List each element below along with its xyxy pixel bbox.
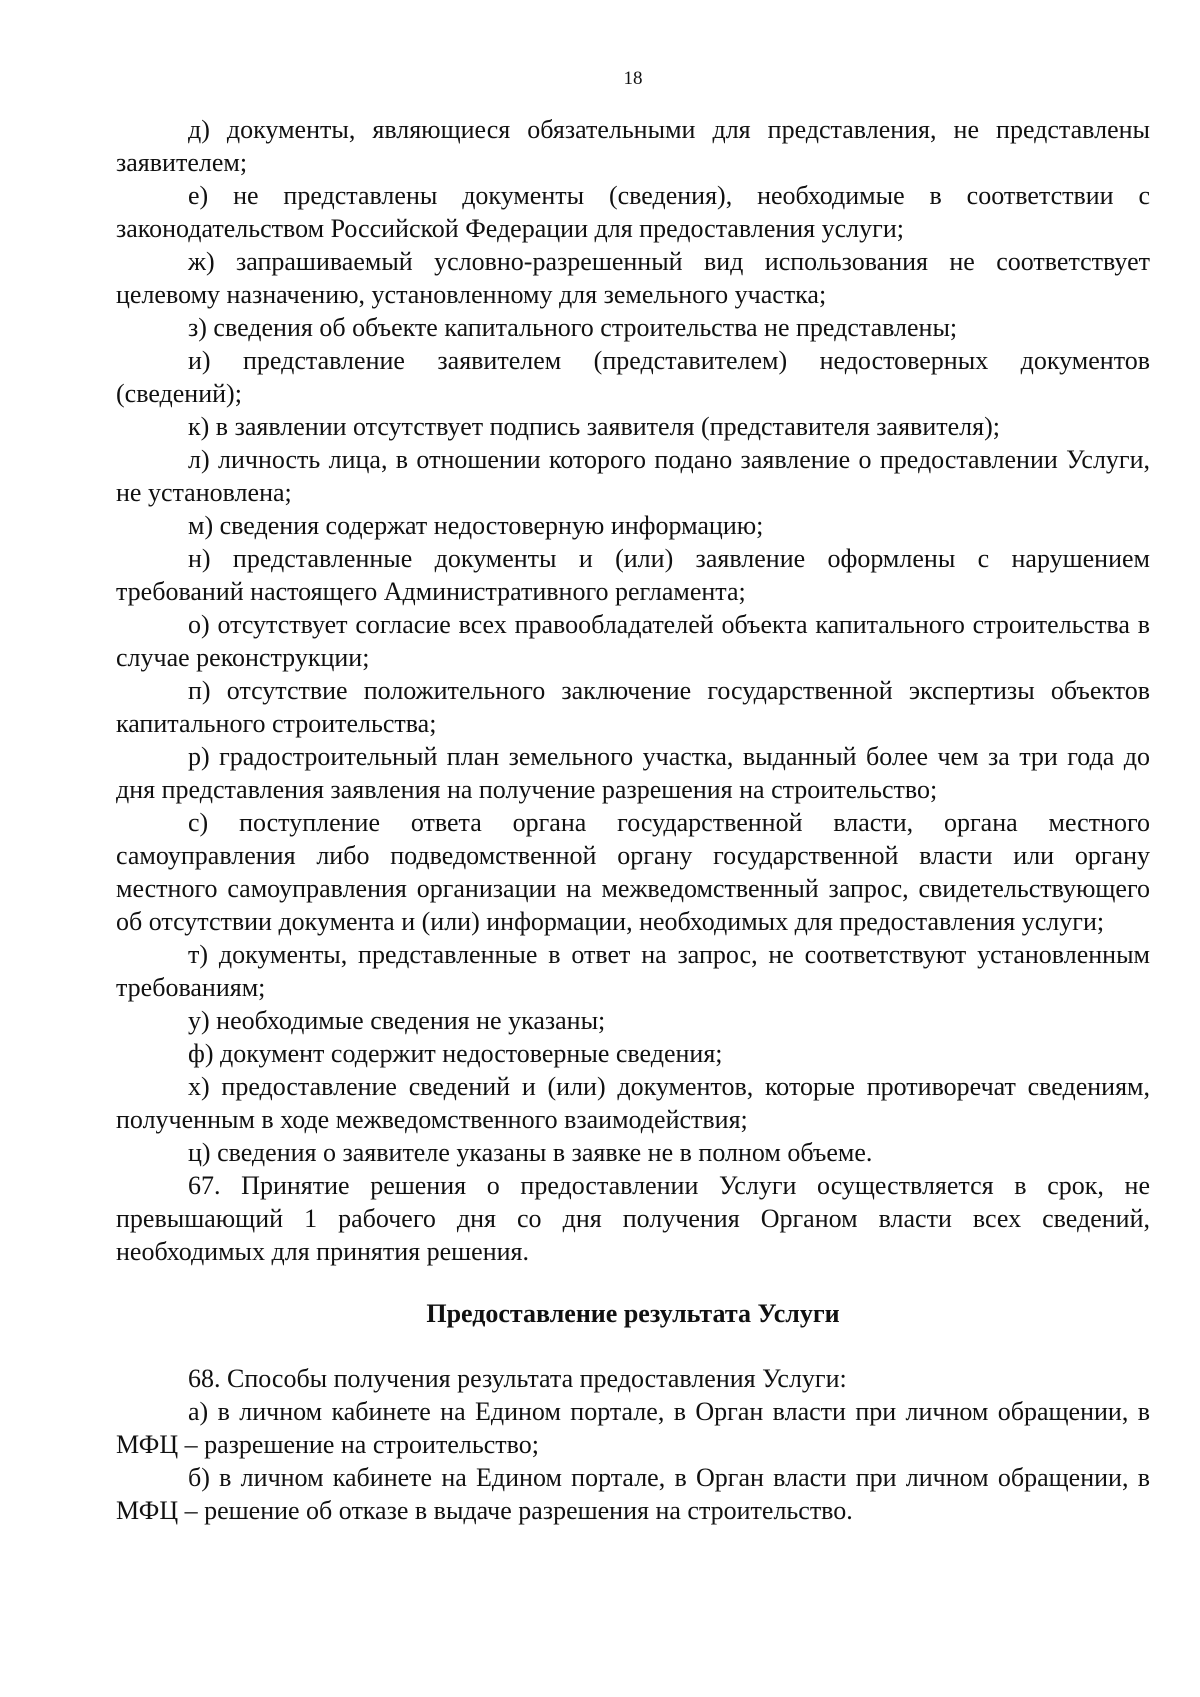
clause-paragraph: 67. Принятие решения о предоставлении Услуги осуществляется в срок, не превышающий 1 рабочего дня со дня получения Органом власти всех сведений, необходимых для принятия решения. bbox=[116, 1171, 1150, 1266]
page-number: 18 bbox=[623, 68, 643, 89]
list-item: к) в заявлении отсутствует подпись заявителя (представителя заявителя); bbox=[188, 412, 1000, 441]
list-item: у) необходимые сведения не указаны; bbox=[188, 1006, 606, 1035]
list-item: и) представление заявителем (представителем) недостоверных документов (сведений); bbox=[116, 346, 1150, 408]
list-item: д) документы, являющиеся обязательными для представления, не представлены заявителем; bbox=[116, 115, 1150, 177]
list-item: х) предоставление сведений и (или) документов, которые противоречат сведениям, полученным в ходе межведомственного взаимодействия; bbox=[116, 1072, 1150, 1134]
list-item: б) в личном кабинете на Едином портале, в Орган власти при личном обращении, в МФЦ – решение об отказе в выдаче разрешения на строительство. bbox=[116, 1463, 1150, 1525]
clause-paragraph: 68. Способы получения результата предоставления Услуги: bbox=[188, 1364, 847, 1393]
list-item: л) личность лица, в отношении которого подано заявление о предоставлении Услуги, не установлена; bbox=[116, 445, 1150, 507]
list-item: ф) документ содержит недостоверные сведения; bbox=[188, 1039, 723, 1068]
list-item: т) документы, представленные в ответ на запрос, не соответствуют установленным требованиям; bbox=[116, 940, 1150, 1002]
section-heading: Предоставление результата Услуги bbox=[426, 1299, 840, 1328]
list-item: о) отсутствует согласие всех правообладателей объекта капитального строительства в случае реконструкции; bbox=[116, 610, 1150, 672]
list-item: ж) запрашиваемый условно-разрешенный вид использования не соответствует целевому назначению, установленному для земельного участка; bbox=[116, 247, 1150, 309]
document-body bbox=[116, 113, 1150, 1527]
list-item: ц) сведения о заявителе указаны в заявке не в полном объеме. bbox=[188, 1138, 873, 1167]
list-item: с) поступление ответа органа государственной власти, органа местного самоуправления либо подведомственной органу государственной власти или органу местного самоуправления организации на межведомственный запрос, свидетельствующего об отсутствии документа и (или) информации, необходимых для предоставления услуги; bbox=[116, 808, 1150, 936]
list-item: з) сведения об объекте капитального строительства не представлены; bbox=[188, 313, 958, 342]
list-item: м) сведения содержат недостоверную информацию; bbox=[188, 511, 764, 540]
list-item: е) не представлены документы (сведения), необходимые в соответствии с законодательством Российской Федерации для предоставления услуги; bbox=[116, 181, 1150, 243]
list-item: н) представленные документы и (или) заявление оформлены с нарушением требований настоящего Административного регламента; bbox=[116, 544, 1150, 606]
list-item: а) в личном кабинете на Едином портале, в Орган власти при личном обращении, в МФЦ – разрешение на строительство; bbox=[116, 1397, 1150, 1459]
list-item: п) отсутствие положительного заключение государственной экспертизы объектов капитального строительства; bbox=[116, 676, 1150, 738]
list-item: р) градостроительный план земельного участка, выданный более чем за три года до дня представления заявления на получение разрешения на строительство; bbox=[116, 742, 1150, 804]
